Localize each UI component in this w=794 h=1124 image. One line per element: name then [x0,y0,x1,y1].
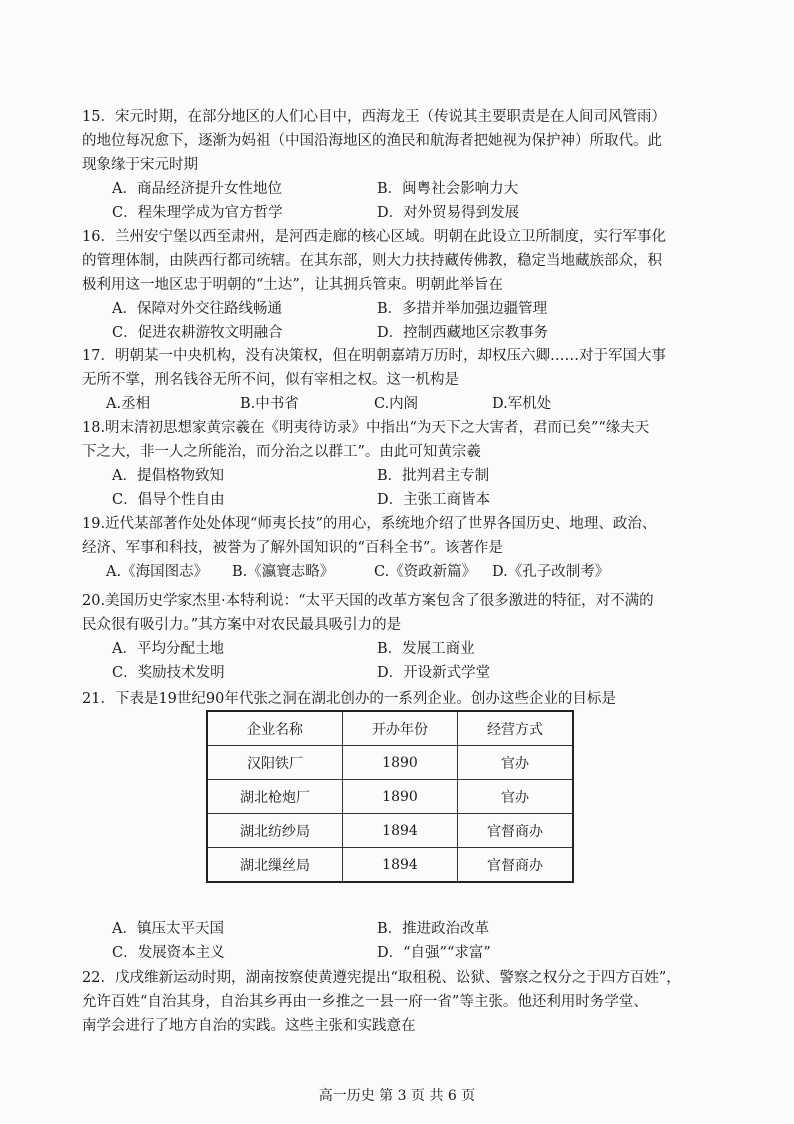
question-19-option-a: A.《海国图志》 [106,564,209,580]
question-22-line-1: 22．戊戌维新运动时期，湖南按察使黄遵宪提出“取租税、讼狱、警察之权分之于四方百姓”， [82,970,681,986]
question-21-option-d: D．“自强”“求富” [377,945,491,961]
question-20-option-b: B．发展工商业 [377,641,475,657]
question-19-options-row [82,560,722,584]
question-15-line-3: 现象缘于宋元时期 [82,157,198,173]
question-15-option-b: B．闽粤社会影响力大 [377,181,519,197]
question-17-option-d: D.军机处 [492,396,552,412]
table-cell: 汉阳铁厂 [207,746,343,780]
question-20-options-row-1 [82,637,722,661]
question-18-options-row-2 [82,488,722,512]
question-22 [82,966,722,1038]
question-20-line-2: 民众很有吸引力。”其方案中对农民最具吸引力的是 [82,617,402,633]
table-header-name: 企业名称 [207,711,343,746]
page-footer: 高一历史 第 3 页 共 6 页 [318,1088,476,1104]
question-16-options-row-1 [82,297,722,321]
question-18 [82,416,722,512]
question-19-line-1: 19.近代某部著作处处体现“师夷长技”的用心，系统地介绍了世界各国历史、地理、政治、 [82,516,657,532]
question-19-option-d: D.《孔子改制考》 [492,564,610,580]
question-22-line-3: 南学会进行了地方自治的实践。这些主张和实践意在 [82,1018,416,1034]
question-21-options-row-2 [82,941,722,965]
question-18-option-b: B．批判君主专制 [377,468,490,484]
question-15-option-a: A．商品经济提升女性地位 [112,181,282,197]
question-20-line-1: 20.美国历史学家杰里·本特利说：“太平天国的改革方案包含了很多激进的特征，对不满的 [82,593,654,609]
question-17-line-2: 无所不掌，刑名钱谷无所不问，似有宰相之权。这一机构是 [82,372,459,388]
table-row [207,814,573,848]
table-row [207,780,573,814]
table-cell: 官办 [458,780,574,814]
table-cell: 官办 [458,746,574,780]
question-16-options-row-2 [82,321,722,345]
question-17 [82,344,722,416]
question-20-option-a: A．平均分配土地 [112,641,224,657]
question-21-options [82,917,722,965]
question-21-option-b: B．推进政治改革 [377,921,490,937]
table-cell: 1894 [343,848,458,883]
question-16-option-d: D．控制西藏地区宗教事务 [377,325,549,341]
question-20-options-row-2 [82,661,722,685]
question-20-option-c: C．奖励技术发明 [112,665,225,681]
question-21 [82,687,722,711]
question-21-option-a: A．镇压太平天国 [112,921,224,937]
table-row [207,848,573,883]
question-15 [82,105,722,225]
table-header-year: 开办年份 [343,711,458,746]
question-16-option-b: B．多措并举加强边疆管理 [377,301,548,317]
question-17-option-c: C.内阁 [374,396,419,412]
question-16-line-3: 极利用这一地区忠于明朝的“土达”，让其拥兵管束。明朝此举旨在 [82,277,503,293]
table-cell: 官督商办 [458,848,574,883]
table-header-mode: 经营方式 [458,711,574,746]
question-20 [82,589,722,685]
question-17-option-b: B.中书省 [240,396,299,412]
table-cell: 湖北缫丝局 [207,848,343,883]
question-17-option-a: A.丞相 [106,396,151,412]
question-17-options-row [82,392,722,416]
table-cell: 1890 [343,780,458,814]
enterprise-table [206,710,574,883]
table-row [207,746,573,780]
question-19-line-2: 经济、军事和科技，被誉为了解外国知识的“百科全书”。该著作是 [82,540,503,556]
question-19 [82,512,722,584]
question-17-line-1: 17．明朝某一中央机构，没有决策权，但在明朝嘉靖万历时，却权压六卿……对于军国大事 [82,348,666,364]
question-15-options-row-2 [82,201,722,225]
question-16-line-1: 16．兰州安宁堡以西至肃州，是河西走廊的核心区域。明朝在此设立卫所制度，实行军事化 [82,229,666,245]
question-18-options-row-1 [82,464,722,488]
table-cell: 1890 [343,746,458,780]
question-16-line-2: 的管理体制，由陕西行都司统辖。在其东部，则大力扶持藏传佛教，稳定当地藏族部众，积 [82,253,662,269]
question-18-option-a: A．提倡格物致知 [112,468,224,484]
table-cell: 官督商办 [458,814,574,848]
question-21-options-row-1 [82,917,722,941]
table-cell: 湖北枪炮厂 [207,780,343,814]
question-20-option-d: D．开设新式学堂 [377,665,491,681]
question-15-options-row-1 [82,177,722,201]
question-18-option-d: D．主张工商皆本 [377,492,491,508]
question-21-option-c: C．发展资本主义 [112,945,225,961]
question-18-line-1: 18.明末清初思想家黄宗羲在《明夷待访录》中指出“为天下之大害者，君而已矣”“缘夫天 [82,420,650,436]
question-15-option-d: D．对外贸易得到发展 [377,205,520,221]
question-15-option-c: C．程朱理学成为官方哲学 [112,205,283,221]
question-16 [82,225,722,345]
question-16-option-a: A．保障对外交往路线畅通 [112,301,282,317]
question-16-option-c: C．促进农耕游牧文明融合 [112,325,283,341]
question-18-line-2: 下之大，非一人之所能治，而分治之以群工”。由此可知黄宗羲 [82,444,481,460]
question-21-line-1: 21．下表是19世纪90年代张之洞在湖北创办的一系列企业。创办这些企业的目标是 [82,691,616,707]
question-18-option-c: C．倡导个性自由 [112,492,225,508]
question-15-line-1: 15．宋元时期，在部分地区的人们心目中，西海龙王（传说其主要职责是在人间司风管雨） [82,109,666,125]
table-cell: 湖北纺纱局 [207,814,343,848]
question-19-option-b: B.《瀛寰志略》 [232,564,335,580]
table-header-row [207,711,573,746]
question-15-line-2: 的地位每况愈下，逐渐为妈祖（中国沿海地区的渔民和航海者把她视为保护神）所取代。此 [82,133,662,149]
question-19-option-c: C.《资政新篇》 [374,564,477,580]
question-22-line-2: 允许百姓“自治其身，自治其乡再由一乡推之一县一府一省”等主张。他还利用时务学堂、 [82,994,648,1010]
table-cell: 1894 [343,814,458,848]
